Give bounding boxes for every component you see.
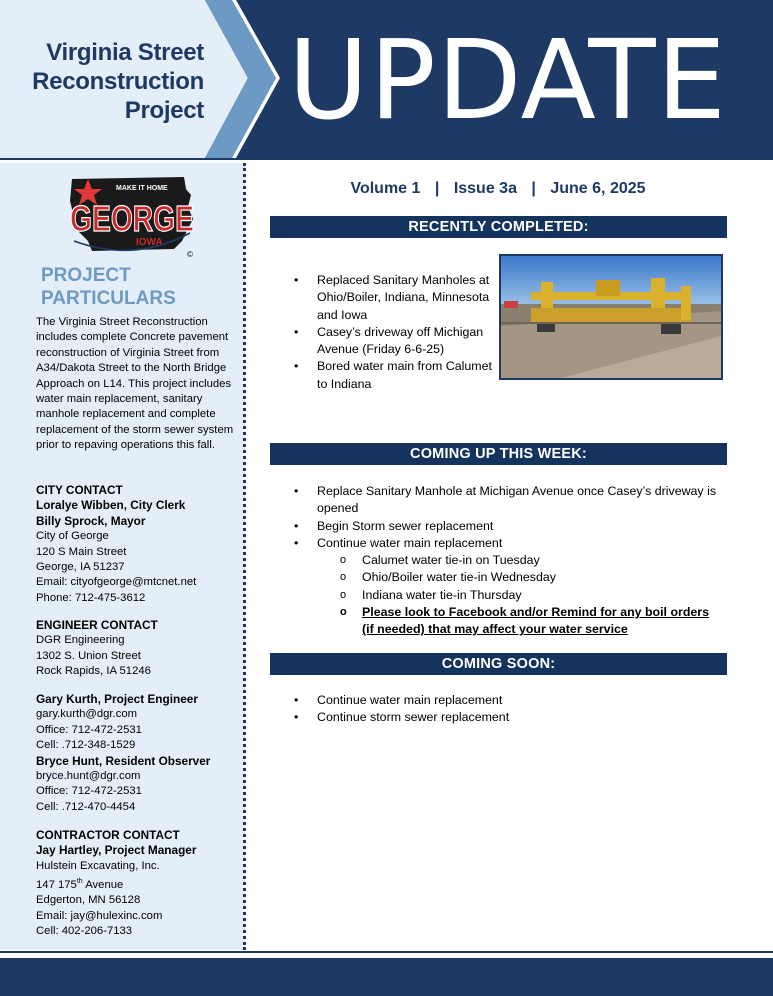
contact-phone: Cell: 402-206-7133 [36, 925, 133, 938]
list-item: • Bored water main from Calumet to Indiana [270, 358, 495, 393]
paving-machine-photo [499, 254, 723, 380]
coming-soon-bar: COMING SOON: [270, 653, 727, 675]
contact-address: Rock Rapids, IA 51246 [36, 665, 151, 678]
list-item-text: Continue water main replacement [317, 535, 503, 550]
list-item: • Continue storm sewer replacement [270, 709, 726, 726]
contractor-contact-heading: CONTRACTOR CONTACT [36, 828, 180, 842]
volume-label: Volume 1 [350, 180, 421, 197]
logo-copyright-mark: © [187, 250, 193, 259]
list-item: • Replace Sanitary Manhole at Michigan Avenue once Casey’s driveway is opened [270, 483, 726, 518]
city-contact [36, 483, 196, 606]
contact-address: 1302 S. Union Street [36, 649, 141, 662]
project-title-line: Reconstruction [32, 68, 204, 95]
list-item: • Replaced Sanitary Manholes at Ohio/Boiler, Indiana, Minnesota and Iowa [270, 272, 495, 324]
list-item: • Continue water main replacement [270, 692, 726, 709]
issue-separator: | [434, 180, 440, 197]
contact-address: George, IA 51237 [36, 561, 125, 574]
issue-separator: | [531, 180, 536, 197]
heading-line: PROJECT [41, 265, 131, 286]
photo-illustration [501, 256, 721, 378]
engineer-contact-heading: ENGINEER CONTACT [36, 618, 158, 632]
contact-name: Billy Sprock, Mayor [36, 513, 146, 528]
contact-phone: Office: 712-472-2531 [36, 785, 142, 798]
sub-list-item: o Ohio/Boiler water tie-in Wednesday [317, 569, 726, 586]
contact-org: City of George [36, 530, 109, 543]
coming-up-list [270, 483, 726, 639]
project-particulars-text: The Virginia Street Reconstruction includes complete Concrete pavement reconstruction of Virginia Street from A34/Dakota Street to the North Bridge Approach on L14. This project includes water main replacement, sanitary manhole replacement and complete replacement of the storm sewer system prior to repaving operations this fall. [36, 316, 234, 452]
contact-org: Hulstein Excavating, Inc. [36, 859, 160, 872]
contact-email: Email: cityofgeorge@mtcnet.net [36, 576, 197, 589]
list-item: • Casey’s driveway off Michigan Avenue (Friday 6-6-25) [270, 324, 495, 359]
sub-list-item: o Indiana water tie-in Thursday [317, 587, 726, 604]
contact-name: Loralye Wibben, City Clerk [36, 498, 186, 513]
contact-name: Jay Hartley, Project Manager [36, 843, 197, 858]
engineer-people [36, 692, 210, 815]
project-title-line: Project [124, 97, 204, 124]
contact-org: DGR Engineering [36, 634, 125, 647]
issue-label: Issue 3a [453, 180, 517, 197]
contact-address: 120 S Main Street [36, 545, 127, 558]
coming-soon-list [270, 692, 726, 727]
logo-state: IOWA [136, 237, 163, 248]
footer-divider [0, 951, 773, 953]
contact-name: Bryce Hunt, Resident Observer [36, 753, 211, 768]
recently-completed-bar: RECENTLY COMPLETED: [270, 216, 727, 238]
contact-phone: Cell: .712-348-1529 [36, 739, 136, 752]
sub-list-item: o Calumet water tie-in on Tuesday [317, 552, 726, 569]
sidebar-dotted-divider [243, 163, 246, 950]
list-item [270, 535, 726, 639]
coming-up-bar: COMING UP THIS WEEK: [270, 443, 727, 465]
city-contact-heading: CITY CONTACT [36, 483, 123, 497]
update-heading: UPDATE [288, 16, 728, 144]
contact-address [36, 874, 196, 893]
contact-name: Gary Kurth, Project Engineer [36, 692, 198, 706]
logo-city: GEORGE [70, 198, 194, 239]
issue-line [270, 180, 726, 198]
header [0, 0, 773, 158]
project-particulars-heading [41, 264, 176, 310]
contact-phone: Office: 712-472-2531 [36, 723, 142, 736]
contractor-contact [36, 828, 196, 940]
contact-email: Email: jay@hulexinc.com [36, 909, 163, 922]
project-title [10, 38, 204, 125]
logo-tagline: MAKE IT HOME [116, 185, 168, 192]
address-part: Avenue [82, 878, 124, 891]
address-superscript: th [76, 878, 83, 886]
heading-line: PARTICULARS [41, 288, 176, 309]
contact-phone: Phone: 712-475-3612 [36, 591, 146, 604]
list-item: • Begin Storm sewer replacement [270, 518, 726, 535]
engineer-contact [36, 618, 158, 680]
george-iowa-logo [64, 171, 198, 259]
contact-email: gary.kurth@dgr.com [36, 708, 138, 721]
header-divider [0, 158, 773, 160]
address-part: 147 175 [36, 878, 77, 891]
boil-order-notice: o Please look to Facebook and/or Remind for any boil orders (if needed) that may affect your water service [317, 604, 726, 639]
contact-address: Edgerton, MN 56128 [36, 894, 141, 907]
contact-email: bryce.hunt@dgr.com [36, 770, 141, 783]
contact-phone: Cell: .712-470-4454 [36, 800, 136, 813]
footer-band [0, 958, 773, 996]
recently-completed-list [270, 272, 495, 393]
issue-date: June 6, 2025 [550, 180, 646, 197]
project-title-line: Virginia Street [46, 39, 204, 66]
coming-up-sublist [317, 552, 726, 638]
